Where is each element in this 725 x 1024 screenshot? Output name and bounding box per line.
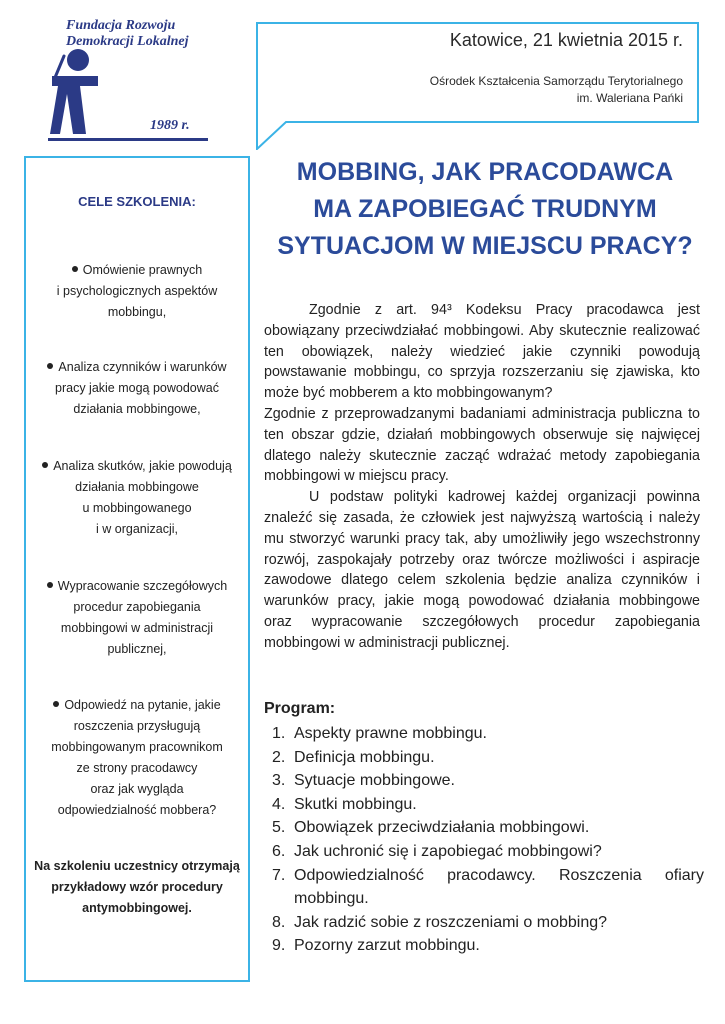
sidebar-note: Na szkoleniu uczestnicy otrzymają przykładowy wzór procedury antymobbingowej. [34, 859, 240, 915]
program-item: 4. Skutki mobbingu. [272, 795, 417, 813]
header-org-line1: Ośrodek Kształcenia Samorządu Terytorialnego [429, 74, 683, 88]
program-title: Program: [264, 700, 336, 717]
foundation-logo [48, 16, 218, 144]
training-goals-sidebar [24, 156, 250, 982]
goal-item: Analiza skutków, jakie powodują działania mobbingowe u mobbingowanego i w organizacji, [26, 456, 248, 540]
bullet-icon [72, 266, 78, 272]
program-item: 2. Definicja mobbingu. [272, 748, 435, 766]
goal-item: Omówienie prawnych i psychologicznych aspektów mobbingu, [56, 263, 218, 319]
bullet-icon [47, 582, 53, 588]
paragraph-2: Zgodnie z przeprowadzanymi badaniami administracja publiczna to ten obszar gdzie, działań mobbingowych obserwuje się najwięcej dlatego należy skutecznie zacząć wdrażać metody zapobiegania mobbingowi w miejscu pracy. [264, 405, 700, 485]
program-item: 9. Pozorny zarzut mobbingu. [272, 937, 480, 955]
logo-org-line2: Demokracji Lokalnej [66, 34, 189, 49]
logo-year: 1989 r. [150, 118, 190, 133]
paragraph-1: Zgodnie z art. 94³ Kodeksu Pracy pracodawca jest obowiązany przeciwdziałać mobbingowi. Aby skutecznie realizować ten obowiązek, należy wiedzieć jakie czynniki powodują powstawanie mobbingu, co sprzyja rozszerzaniu się zjawiska, kto może być mobberem a kto mobbingowanym? [264, 302, 700, 402]
logo-org-line1: Fundacja Rozwoju [66, 18, 176, 33]
header-box [256, 22, 699, 150]
program-item: 5. Obowiązek przeciwdziałania mobbingowi. [272, 819, 590, 837]
sidebar-title: CELE SZKOLENIA: [78, 194, 196, 209]
goal-item: Wypracowanie szczegółowych procedur zapobiegania mobbingowi w administracji publicznej, [26, 576, 248, 660]
bullet-icon [47, 363, 53, 369]
bullet-icon [53, 701, 59, 707]
program-item: 1. Aspekty prawne mobbingu. [272, 725, 487, 742]
program-item: 6. Jak uchronić się i zapobiegać mobbingowi? [272, 842, 602, 860]
bullet-icon [42, 462, 48, 468]
goal-item: Analiza czynników i warunków pracy jakie mogą powodować działania mobbingowe, [26, 357, 248, 420]
person-figure-icon [48, 46, 108, 136]
paragraph-3: U podstaw polityki kadrowej każdej organizacji powinna znaleźć się zasada, że człowiek jest najwyższą wartością i należy mu stworzyć warunki pracy tak, aby umożliwiły jego wszechstronny rozwój, zaspokajały potrzeby oraz twórcze możliwości i aspiracje zawodowe dlatego celem szkolenia będzie analiza czynników i warunków pracy, jakie mogą powodować działania mobbingowe oraz wypracowanie szczegółowych procedur zapobiegania mobbingowi w administracji publicznej. [264, 489, 700, 651]
body-text [264, 300, 700, 654]
logo-underline [48, 138, 208, 141]
program-list [264, 722, 704, 958]
goal-item: Odpowiedź na pytanie, jakie roszczenia przysługują mobbingowanym pracownikom ze strony pracodawcy oraz jak wygląda odpowiedzialność mobbera? [51, 698, 223, 817]
program-item: 8. Jak radzić sobie z roszczeniami o mobbing? [272, 913, 608, 931]
header-org-line2: im. Waleriana Pańki [576, 91, 683, 105]
header-city-date: Katowice, 21 kwietnia 2015 r. [449, 30, 683, 50]
program-item: 3. Sytuacje mobbingowe. [272, 772, 455, 790]
program-item: 7. Odpowiedzialność pracodawcy. Roszczenia ofiary mobbingu. [272, 866, 704, 908]
page-title: MOBBING, JAK PRACODAWCA MA ZAPOBIEGAĆ TRUDNYM SYTUACJOM W MIEJSCU PRACY? [277, 158, 693, 260]
